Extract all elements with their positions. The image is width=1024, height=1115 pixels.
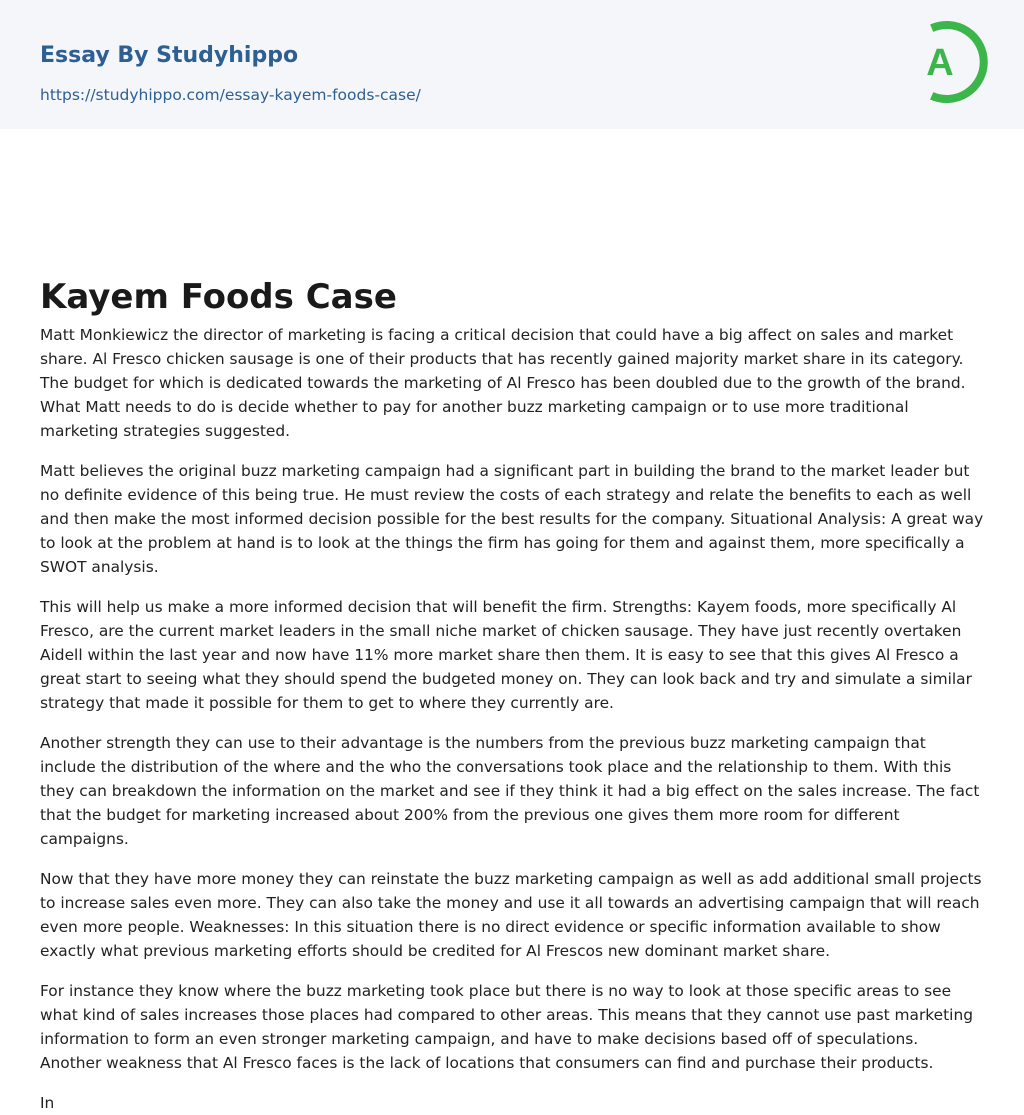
brand-title[interactable]: Essay By Studyhippo [40,43,299,68]
article [0,129,1024,1115]
source-url-link[interactable]: https://studyhippo.com/essay-kayem-foods-case/ [40,86,421,104]
studyhippo-logo-icon[interactable] [910,17,988,107]
article-paragraph: Matt Monkiewicz the director of marketing is facing a critical decision that could have a big affect on sales and market share. Al Fresco chicken sausage is one of their products that has recently gained majority market share in its category. The budget for which is dedicated towards the marketing of Al Fresco has been doubled due to the growth of the brand. What Matt needs to do is decide whether to pay for another buzz marketing campaign or to use more traditional marketing strategies suggested. [40,326,966,440]
page-title: Kayem Foods Case [40,277,397,317]
logo-letter: A [926,42,954,84]
site-header [0,0,1024,129]
article-paragraph: For instance they know where the buzz marketing took place but there is no way to look at those specific areas to see what kind of sales increases those places had compared to other areas. This means that they cannot use past marketing information to form an even stronger marketing campaign, and have to make decisions based off of speculations. Another weakness that Al Fresco faces is the lack of locations that consumers can find and purchase their products. [40,982,973,1072]
article-paragraph: This will help us make a more informed decision that will benefit the firm. Strengths: Kayem foods, more specifically Al Fresco, are the current market leaders in the small niche market of chicken sausage. They have just recently overtaken Aidell within the last year and now have 11% more market share then them. It is easy to see that this gives Al Fresco a great start to seeing what they should spend the budgeted money on. They can look back and try and simulate a similar strategy that made it possible for them to get to where they currently are. [40,598,972,712]
article-paragraph: Matt believes the original buzz marketing campaign had a significant part in building the brand to the market leader but no definite evidence of this being true. He must review the costs of each strategy and relate the benefits to each as well and then make the most informed decision possible for the best results for the company. Situational Analysis: A great way to look at the problem at hand is to look at the things the firm has going for them and against them, more specifically a SWOT analysis. [40,462,984,576]
article-paragraph: Another strength they can use to their advantage is the numbers from the previous buzz marketing campaign that include the distribution of the where and the who the conversations took place and the relationship to them. With this they can breakdown the information on the market and see if they think it had a big effect on the sales increase. The fact that the budget for marketing increased about 200% from the previous one gives them more room for different campaigns. [40,734,980,848]
article-paragraph: In [40,1094,55,1112]
article-paragraph: Now that they have more money they can reinstate the buzz marketing campaign as well as add additional small projects to increase sales even more. They can also take the money and use it all towards an advertising campaign that will reach even more people. Weaknesses: In this situation there is no direct evidence or specific information available to show exactly what previous marketing efforts should be credited for Al Frescos new dominant market share. [40,870,982,960]
